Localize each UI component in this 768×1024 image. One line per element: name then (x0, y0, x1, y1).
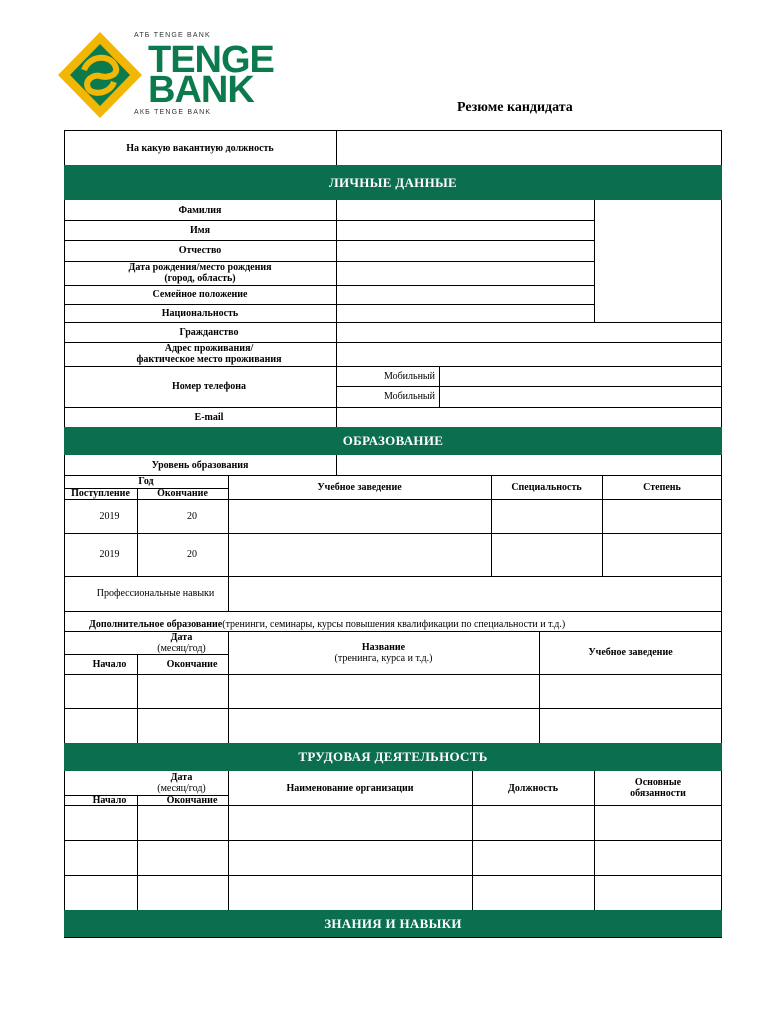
work-org-header: Наименование организации (286, 782, 414, 794)
marital-field[interactable] (337, 285, 594, 304)
birth-label (64, 261, 336, 285)
name-label: Имя (190, 224, 210, 236)
edu-level-label: Уровень образования (151, 459, 249, 471)
address-label (64, 342, 354, 366)
nationality-label: Национальность (161, 307, 239, 319)
mobile-field-1[interactable] (440, 366, 721, 386)
section-skills-header: ЗНАНИЯ И НАВЫКИ (64, 910, 722, 937)
birth-field[interactable] (337, 261, 594, 285)
birth-label-line2: (город, область) (164, 273, 236, 284)
add-edu-begin-header: Начало (92, 658, 127, 670)
address-label-line2: фактическое место проживания (136, 354, 282, 365)
surname-label: Фамилия (178, 204, 222, 216)
edu-year-header: Год (138, 476, 154, 487)
add-edu-month-year: (месяц/год) (157, 642, 206, 654)
add-edu-date: Дата (170, 631, 193, 643)
edu-institution-header: Учебное заведение (317, 481, 402, 493)
patronymic-field[interactable] (337, 240, 594, 261)
address-field[interactable] (337, 342, 721, 366)
edu-end-header: Окончание (157, 488, 208, 499)
marital-label: Семейное положение (152, 289, 248, 300)
work-duties-line1: Основные (634, 777, 682, 788)
vacancy-label: На какую вакантиую должность (126, 142, 274, 154)
logo-word-bank: BANK (148, 69, 254, 111)
edu-row1-end[interactable]: 20 (187, 510, 197, 522)
edu-degree-header: Степень (643, 481, 681, 493)
work-month-year: (месяц/год) (157, 783, 206, 794)
add-edu-title-sub: (тренинга, курса и т.д.) (334, 652, 433, 664)
section-education-header: ОБРАЗОВАНИЕ (64, 427, 722, 455)
name-field[interactable] (337, 220, 594, 240)
edu-start-header: Поступление (71, 488, 130, 499)
prof-skills-field[interactable] (229, 576, 721, 611)
edu-row2-end[interactable]: 20 (187, 549, 197, 560)
tenge-bank-logo (54, 30, 304, 120)
citizenship-label: Гражданство (179, 326, 239, 338)
mobile-label-2: Мобильный (383, 391, 435, 402)
surname-field[interactable] (337, 200, 594, 220)
add-edu-finish-header: Окончание (166, 658, 218, 670)
work-begin-header: Начало (92, 794, 127, 806)
mobile-field-2[interactable] (440, 386, 721, 407)
address-label-line1: Адрес проживания/ (164, 343, 254, 354)
email-field[interactable] (337, 407, 721, 427)
edu-row1-start[interactable]: 2019 (99, 510, 120, 522)
additional-edu-bold: Дополнительное образование (89, 619, 223, 630)
edu-level-field[interactable] (337, 455, 721, 475)
add-edu-institution-header: Учебное заведение (588, 647, 673, 658)
prof-skills-label: Профессиональные навыки (96, 588, 215, 599)
edu-row2-start[interactable]: 2019 (99, 549, 120, 560)
vacancy-field[interactable] (337, 131, 721, 165)
page-title: Резюме кандидата (457, 100, 573, 115)
nationality-field[interactable] (337, 304, 594, 322)
logo-top-text: АТБ TENGE BANK (134, 32, 211, 39)
work-position-header: Должность (507, 782, 558, 794)
phone-label: Номер телефона (171, 381, 247, 392)
logo-emblem-icon (54, 30, 146, 120)
work-duties-line2: обязанности (630, 788, 686, 799)
patronymic-label: Отчество (178, 245, 222, 256)
additional-edu-rest: (тренинги, семинары, курсы повышения квалификации по специальности и т.д.) (222, 619, 566, 630)
section-personal-header: ЛИЧНЫЕ ДАННЫЕ (64, 165, 722, 200)
work-date: Дата (170, 772, 193, 783)
edu-specialty-header: Специальность (511, 481, 582, 493)
birth-label-line1: Дата рождения/место рождения (128, 262, 272, 273)
photo-placeholder[interactable] (595, 201, 721, 322)
logo-bottom-text: АКБ TENGE BANK (134, 109, 212, 116)
add-edu-title-header (228, 631, 539, 674)
email-label: E-mail (194, 411, 224, 423)
work-duties-header (594, 771, 722, 805)
citizenship-field[interactable] (337, 322, 721, 342)
add-edu-title: Название (361, 641, 406, 653)
section-work-header: ТРУДОВАЯ ДЕЯТЕЛЬНОСТЬ (64, 743, 722, 771)
additional-edu-caption (64, 618, 689, 631)
mobile-label-1: Мобильный (383, 370, 435, 382)
work-finish-header: Окончание (166, 794, 218, 806)
logo-word-tenge: TENGE (148, 39, 274, 81)
